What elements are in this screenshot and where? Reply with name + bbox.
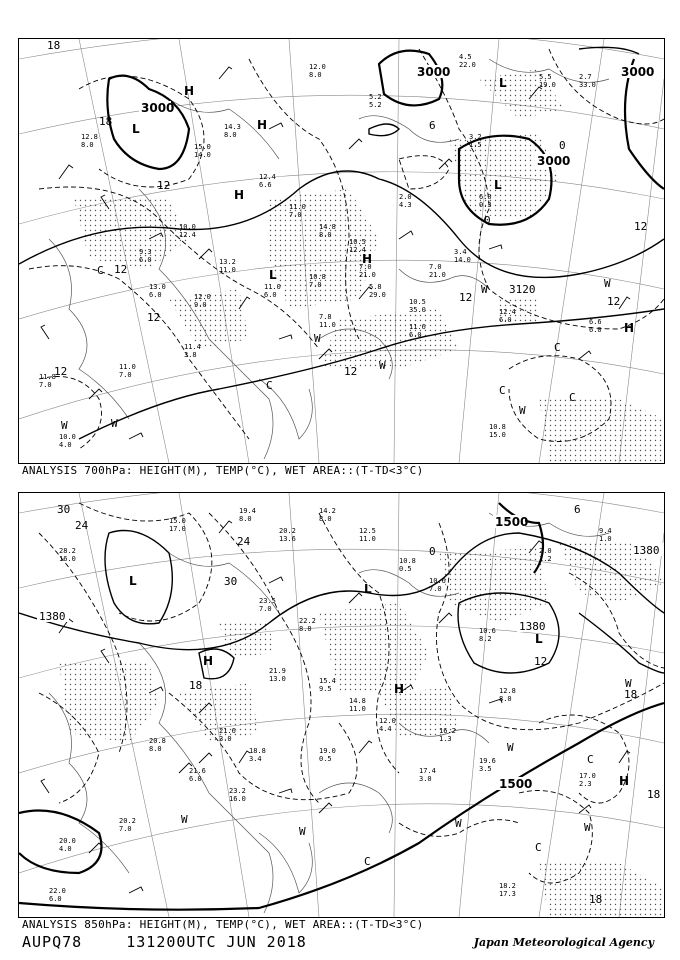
svg-text:6.0: 6.0 xyxy=(189,775,202,783)
cold-center-marker: C xyxy=(569,391,576,404)
svg-text:3.8: 3.8 xyxy=(184,351,197,359)
high-center-marker: H xyxy=(619,774,630,788)
svg-text:11.8: 11.8 xyxy=(39,373,56,381)
cold-center-marker: C xyxy=(364,855,371,868)
svg-text:23.2: 23.2 xyxy=(229,787,246,795)
svg-text:23.5: 23.5 xyxy=(259,597,276,605)
height-label: 3000 xyxy=(417,65,451,79)
svg-text:17.0: 17.0 xyxy=(579,772,596,780)
svg-text:4.5: 4.5 xyxy=(459,53,472,61)
temp-label: 18 xyxy=(99,115,113,128)
svg-text:19.6: 19.6 xyxy=(479,757,496,765)
temp-label: 12 xyxy=(114,263,128,276)
height-label: 1380 xyxy=(633,544,660,557)
svg-text:5.2: 5.2 xyxy=(369,101,382,109)
svg-text:19.4: 19.4 xyxy=(239,507,256,515)
high-center-marker: H xyxy=(624,321,635,335)
svg-text:8.0: 8.0 xyxy=(319,515,332,523)
svg-text:3.4: 3.4 xyxy=(454,248,467,256)
svg-text:7.0: 7.0 xyxy=(119,825,132,833)
warm-center-marker: W xyxy=(507,741,514,754)
svg-text:12.4: 12.4 xyxy=(179,231,196,239)
temp-label: 12 xyxy=(54,365,68,378)
svg-text:8.0: 8.0 xyxy=(81,141,94,149)
low-center-marker: L xyxy=(269,268,277,282)
temp-label: 12 xyxy=(534,655,548,668)
chart-panel-850hpa xyxy=(18,492,665,918)
svg-text:3.5: 3.5 xyxy=(479,765,492,773)
svg-text:11.0: 11.0 xyxy=(264,283,281,291)
svg-text:14.8: 14.8 xyxy=(349,697,366,705)
svg-text:8.2: 8.2 xyxy=(479,635,492,643)
warm-center-marker: W xyxy=(61,419,68,432)
height-label: 3000 xyxy=(621,65,655,79)
svg-text:1.5: 1.5 xyxy=(469,141,482,149)
low-center-marker: L xyxy=(494,178,502,192)
temp-label: 12 xyxy=(607,295,621,308)
svg-text:8.0: 8.0 xyxy=(319,231,332,239)
svg-text:7.0: 7.0 xyxy=(289,211,302,219)
svg-text:8.0: 8.0 xyxy=(239,515,252,523)
svg-text:3.0: 3.0 xyxy=(219,735,232,743)
svg-text:6.0: 6.0 xyxy=(409,331,422,339)
temp-label: 18 xyxy=(47,39,61,52)
svg-text:6.0: 6.0 xyxy=(479,193,492,201)
warm-center-marker: W xyxy=(111,417,118,430)
temp-label: 12 xyxy=(634,220,648,233)
height-label: 3000 xyxy=(141,101,175,115)
chart-panel-700hpa xyxy=(18,38,665,464)
temp-label: 30 xyxy=(224,575,238,588)
svg-text:0.3: 0.3 xyxy=(479,201,492,209)
svg-text:7.0: 7.0 xyxy=(39,381,52,389)
svg-text:4.4: 4.4 xyxy=(379,725,392,733)
svg-text:11.0: 11.0 xyxy=(219,266,236,274)
svg-text:6.6: 6.6 xyxy=(259,181,272,189)
svg-text:22.0: 22.0 xyxy=(459,61,476,69)
svg-text:0.5: 0.5 xyxy=(319,755,332,763)
svg-text:21.6: 21.6 xyxy=(219,727,236,735)
warm-center-marker: W xyxy=(455,817,462,830)
wet-areas xyxy=(59,543,664,917)
temp-label: 6 xyxy=(574,503,581,516)
warm-center-marker: W xyxy=(584,821,591,834)
temp-label: 12 xyxy=(157,179,171,192)
svg-text:22.2: 22.2 xyxy=(299,617,316,625)
svg-text:12.0: 12.0 xyxy=(309,63,326,71)
temp-label: 12 xyxy=(459,291,473,304)
svg-text:13.0: 13.0 xyxy=(269,675,286,683)
svg-text:10.5: 10.5 xyxy=(409,298,426,306)
high-center-marker: H xyxy=(257,118,268,132)
svg-text:16.0: 16.0 xyxy=(229,795,246,803)
svg-text:33.0: 33.0 xyxy=(579,81,596,89)
svg-text:17.4: 17.4 xyxy=(419,767,436,775)
svg-text:10.8: 10.8 xyxy=(489,423,506,431)
svg-text:5.5: 5.5 xyxy=(539,73,552,81)
temp-label: 18 xyxy=(624,688,638,701)
low-center-marker: L xyxy=(535,632,543,646)
svg-text:35.0: 35.0 xyxy=(409,306,426,314)
svg-text:14.3: 14.3 xyxy=(224,123,241,131)
svg-text:3.2: 3.2 xyxy=(469,133,482,141)
height-label: 1500 xyxy=(495,515,529,529)
svg-text:9.0: 9.0 xyxy=(194,301,207,309)
cold-center-marker: C xyxy=(587,753,594,766)
svg-text:10.8: 10.8 xyxy=(399,557,416,565)
svg-text:11.0: 11.0 xyxy=(319,321,336,329)
svg-text:6.0: 6.0 xyxy=(49,895,62,903)
svg-text:2.0: 2.0 xyxy=(399,193,412,201)
svg-text:5.8: 5.8 xyxy=(369,283,382,291)
svg-text:3.0: 3.0 xyxy=(419,775,432,783)
low-center-marker: L xyxy=(129,574,137,588)
svg-text:1.0: 1.0 xyxy=(599,535,612,543)
svg-text:7.8: 7.8 xyxy=(319,313,332,321)
svg-text:1.3: 1.3 xyxy=(439,735,452,743)
svg-text:15.0: 15.0 xyxy=(489,431,506,439)
svg-text:9.3: 9.3 xyxy=(139,248,152,256)
svg-text:4.0: 4.0 xyxy=(59,845,72,853)
svg-text:11.0: 11.0 xyxy=(119,363,136,371)
map-700hpa xyxy=(19,39,664,463)
svg-text:7.0: 7.0 xyxy=(259,605,272,613)
svg-text:15.4: 15.4 xyxy=(319,677,336,685)
svg-text:18.2: 18.2 xyxy=(499,882,516,890)
svg-text:8.0: 8.0 xyxy=(224,131,237,139)
svg-text:13.0: 13.0 xyxy=(149,283,166,291)
svg-text:11.4: 11.4 xyxy=(184,343,201,351)
chart-code: AUPQ78 xyxy=(22,933,83,951)
svg-text:20.8: 20.8 xyxy=(149,737,166,745)
temp-label: 18 xyxy=(647,788,661,801)
svg-text:14.0: 14.0 xyxy=(194,151,211,159)
high-center-marker: H xyxy=(394,682,405,696)
svg-text:10.0: 10.0 xyxy=(179,223,196,231)
agency-name: Japan Meteorological Agency xyxy=(473,936,654,949)
cold-center-marker: C xyxy=(535,841,542,854)
svg-text:21.6: 21.6 xyxy=(189,767,206,775)
svg-text:10.6: 10.6 xyxy=(479,627,496,635)
cold-center-marker: C xyxy=(554,341,561,354)
svg-text:8.0: 8.0 xyxy=(299,625,312,633)
map-850hpa xyxy=(19,493,664,917)
temp-label: 24 xyxy=(237,535,251,548)
svg-text:12.4: 12.4 xyxy=(259,173,276,181)
svg-text:8.0: 8.0 xyxy=(309,71,322,79)
svg-text:11.6: 11.6 xyxy=(409,323,426,331)
svg-text:20.2: 20.2 xyxy=(279,527,296,535)
low-center-marker: L xyxy=(132,122,140,136)
svg-text:20.0: 20.0 xyxy=(59,837,76,845)
high-center-marker: H xyxy=(234,188,245,202)
temp-label: 0 xyxy=(484,214,491,227)
svg-text:10.0: 10.0 xyxy=(59,433,76,441)
svg-text:4.3: 4.3 xyxy=(399,201,412,209)
temp-label: 12 xyxy=(147,311,161,324)
svg-text:20.2: 20.2 xyxy=(119,817,136,825)
height-label: 3120 xyxy=(509,283,536,296)
svg-text:19.0: 19.0 xyxy=(319,747,336,755)
warm-center-marker: W xyxy=(314,332,321,345)
svg-text:18.8: 18.8 xyxy=(249,747,266,755)
svg-text:19.0: 19.0 xyxy=(539,81,556,89)
svg-text:11.0: 11.0 xyxy=(359,535,376,543)
svg-text:14.2: 14.2 xyxy=(319,507,336,515)
caption-700hpa: ANALYSIS 700hPa: HEIGHT(M), TEMP(°C), WET AREA::(T-TD<3°C) xyxy=(22,464,424,477)
cold-center-marker: C xyxy=(499,384,506,397)
svg-text:12.5: 12.5 xyxy=(359,527,376,535)
svg-text:12.8: 12.8 xyxy=(81,133,98,141)
svg-text:12.4: 12.4 xyxy=(499,308,516,316)
svg-text:9.4: 9.4 xyxy=(599,527,612,535)
high-center-marker: H xyxy=(184,84,195,98)
svg-text:15.0: 15.0 xyxy=(169,517,186,525)
svg-text:7.0: 7.0 xyxy=(309,281,322,289)
svg-text:8.0: 8.0 xyxy=(149,745,162,753)
svg-text:14.0: 14.0 xyxy=(454,256,471,264)
svg-text:6.0: 6.0 xyxy=(499,316,512,324)
svg-text:13.2: 13.2 xyxy=(219,258,236,266)
svg-text:2.7: 2.7 xyxy=(579,73,592,81)
warm-center-marker: W xyxy=(181,813,188,826)
height-label: 3000 xyxy=(537,154,571,168)
svg-text:4.0: 4.0 xyxy=(59,441,72,449)
svg-text:21.0: 21.0 xyxy=(429,271,446,279)
svg-text:7.0: 7.0 xyxy=(119,371,132,379)
svg-text:10.6: 10.6 xyxy=(429,577,446,585)
high-center-marker: H xyxy=(362,252,373,266)
warm-center-marker: W xyxy=(481,283,488,296)
svg-text:6.0: 6.0 xyxy=(149,291,162,299)
svg-text:6.0: 6.0 xyxy=(264,291,277,299)
svg-text:2.3: 2.3 xyxy=(579,780,592,788)
svg-text:14.8: 14.8 xyxy=(319,223,336,231)
svg-text:11.0: 11.0 xyxy=(289,203,306,211)
svg-text:5.2: 5.2 xyxy=(369,93,382,101)
height-label: 1500 xyxy=(499,777,533,791)
svg-text:12.8: 12.8 xyxy=(499,687,516,695)
temp-label: 12 xyxy=(344,365,358,378)
svg-text:12.0: 12.0 xyxy=(194,293,211,301)
svg-text:10.8: 10.8 xyxy=(309,273,326,281)
svg-text:7.0: 7.0 xyxy=(429,263,442,271)
svg-text:13.6: 13.6 xyxy=(279,535,296,543)
svg-text:7.0: 7.0 xyxy=(429,585,442,593)
svg-text:10.5: 10.5 xyxy=(349,238,366,246)
svg-text:6.0: 6.0 xyxy=(589,326,602,334)
svg-text:21.9: 21.9 xyxy=(269,667,286,675)
temp-label: 30 xyxy=(57,503,71,516)
svg-text:11.0: 11.0 xyxy=(349,705,366,713)
svg-text:3.4: 3.4 xyxy=(249,755,262,763)
height-label: 1380 xyxy=(39,610,66,623)
svg-text:2.0: 2.0 xyxy=(539,547,552,555)
temp-label: 6 xyxy=(429,119,436,132)
warm-center-marker: W xyxy=(379,359,386,372)
warm-center-marker: W xyxy=(604,277,611,290)
low-center-marker: L xyxy=(364,582,372,596)
svg-text:8.0: 8.0 xyxy=(499,695,512,703)
warm-center-marker: W xyxy=(625,677,632,690)
svg-text:12.4: 12.4 xyxy=(349,246,366,254)
svg-text:12.0: 12.0 xyxy=(379,717,396,725)
svg-text:21.0: 21.0 xyxy=(359,271,376,279)
warm-center-marker: W xyxy=(519,404,526,417)
svg-text:6.0: 6.0 xyxy=(139,256,152,264)
chart-code-and-time xyxy=(22,933,307,951)
svg-text:29.0: 29.0 xyxy=(369,291,386,299)
high-center-marker: H xyxy=(203,654,214,668)
svg-text:28.2: 28.2 xyxy=(59,547,76,555)
temp-label: 18 xyxy=(189,679,203,692)
temp-label: 0 xyxy=(429,545,436,558)
temp-label: 0 xyxy=(559,139,566,152)
svg-text:1.2: 1.2 xyxy=(539,555,552,563)
svg-text:9.5: 9.5 xyxy=(319,685,332,693)
low-center-marker: L xyxy=(499,76,507,90)
svg-text:6.6: 6.6 xyxy=(589,318,602,326)
cold-center-marker: C xyxy=(97,264,104,277)
svg-text:7.0: 7.0 xyxy=(359,263,372,271)
cold-center-marker: C xyxy=(266,379,273,392)
svg-text:16.2: 16.2 xyxy=(439,727,456,735)
caption-850hpa: ANALYSIS 850hPa: HEIGHT(M), TEMP(°C), WET AREA::(T-TD<3°C) xyxy=(22,918,424,931)
height-label: 1380 xyxy=(519,620,546,633)
svg-text:0.5: 0.5 xyxy=(399,565,412,573)
warm-center-marker: W xyxy=(299,825,306,838)
svg-text:22.0: 22.0 xyxy=(49,887,66,895)
svg-text:15.0: 15.0 xyxy=(194,143,211,151)
svg-text:16.0: 16.0 xyxy=(59,555,76,563)
svg-text:17.0: 17.0 xyxy=(169,525,186,533)
valid-time: 131200UTC JUN 2018 xyxy=(126,933,307,951)
temp-label: 24 xyxy=(75,519,89,532)
temp-label: 18 xyxy=(589,893,603,906)
svg-text:17.3: 17.3 xyxy=(499,890,516,898)
height-labels xyxy=(139,65,654,296)
